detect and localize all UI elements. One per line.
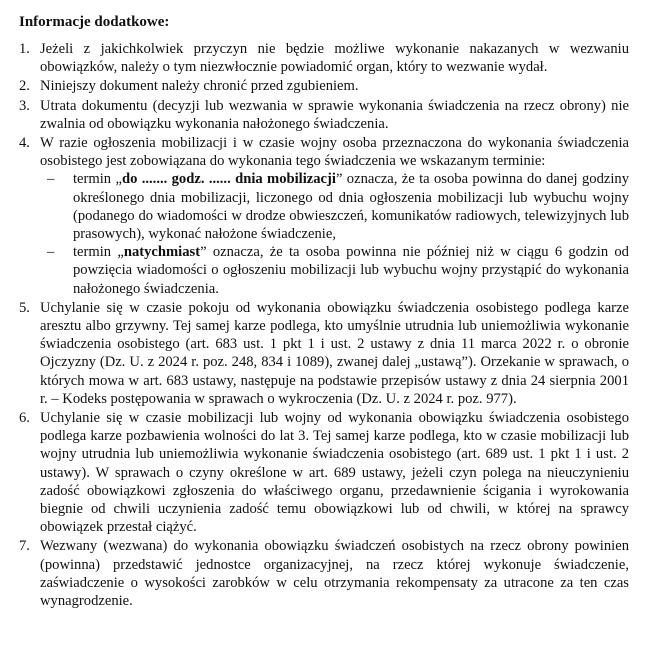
list-item-6 (19, 409, 629, 536)
sub-item-text (73, 170, 629, 243)
item-number: 1. (19, 41, 30, 57)
sub-item-prefix: termin „ (73, 244, 124, 261)
item-text: Jeżeli z jakichkolwiek przyczyn nie będzie możliwe wykonanie nakazanych w wezwaniu obowiązków, należy o tym niezwłocznie powiadomić organ, który to wezwanie wydał. (40, 41, 629, 76)
item-number: 5. (19, 299, 30, 316)
item-number: 6. (19, 410, 30, 427)
sub-item-immediately (47, 243, 629, 298)
item-number: 4. (19, 135, 30, 152)
dash-marker: – (47, 171, 55, 188)
item-text: Utrata dokumentu (decyzji lub wezwania w sprawie wykonania świadczenia na rzecz obrony) nie zwalnia od obowiązku wykonania nałożonego świadczenia. (40, 97, 629, 132)
info-list (19, 40, 629, 610)
sub-item-text (73, 243, 629, 298)
list-item-5 (19, 299, 629, 408)
item-text: Wezwany (wezwana) do wykonania obowiązku świadczeń osobistych na rzecz obrony powinien (powinna) przedstawić jednostce organizacyjnej, na rzecz której wykonuje świadczenie, zaświadczenie o wysokości zarobków w celu otrzymania rekompensaty za utracone za ten czas wynagrodzenie. (40, 538, 629, 610)
item-number: 3. (19, 97, 30, 114)
item-text: W razie ogłoszenia mobilizacji i w czasie wojny osoba przeznaczona do wykonania świadczenia osobistego jest zobowiązana do wykonania tego świadczenia we wskazanym terminie: (40, 135, 629, 170)
sub-item-term: natychmiast (123, 244, 201, 261)
sub-item-description: ” oznacza, że ta osoba powinna do danej godziny określonego dnia mobilizacji, liczonego od dnia ogłoszenia mobilizacji lub wybuchu wojny (podanego do wiadomości w drodze obwieszczeń, komunikatów radiowych, telewizyjnych lub prasowych), wykonać nałożone świadczenie, (73, 171, 629, 243)
list-item-1 (19, 40, 629, 76)
dash-marker: – (47, 244, 55, 261)
list-item-4 (19, 134, 629, 298)
item-body (40, 134, 629, 298)
list-item-7 (19, 537, 629, 610)
item-text: Uchylanie się w czasie mobilizacji lub wojny od wykonania obowiązku świadczenia osobistego podlega karze pozbawienia wolności do lat 3. Tej samej karze podlega, kto w czasie mobilizacji lub wojny utrudnia lub uniemożliwia wykonanie świadczenia osobistego (art. 689 ust. 1 pkt 1 i ust. 2 ustawy). W sprawach o czyny określone w art. 689 ustawy, jeżeli czyn polega na nieuczynieniu zadość obowiązkowi zgłoszenia do właściwego organu, przedawnienie ścigania i wyrokowania biegnie od chwili uczynienia zadość temu obowiązkowi lub od chwili, w której na sprawcy obowiązek przestał ciążyć. (40, 410, 629, 536)
section-heading: Informacje dodatkowe: (19, 14, 170, 30)
sub-item-description: ” oznacza, że ta osoba powinna nie później niż w ciągu 6 godzin od powzięcia wiadomości o ogłoszeniu mobilizacji lub wybuchu wojny przystąpić do wykonania nałożonego świadczenia. (73, 244, 629, 297)
item-text: Uchylanie się w czasie pokoju od wykonania obowiązku świadczenia osobistego podlega karze aresztu albo grzywny. Tej samej karze podlega, kto umyślnie utrudnia lub uniemożliwia wykonanie świadczenia osobistego (art. 683 ust. 1 pkt 1 i ust. 2 ustawy z dnia 11 marca 2022 r. o obronie Ojczyzny (Dz. U. z 2024 r. poz. 248, 834 i 1089), zwanej dalej „ustawą”). Orzekanie w sprawach, o których mowa w art. 683 ustawy, następuje na podstawie przepisów ustawy z dnia 24 sierpnia 2001 r. – Kodeks postępowania w sprawach o wykroczenia (Dz. U. z 2024 r. poz. 977). (40, 299, 629, 407)
sub-list (40, 170, 629, 297)
sub-item-deadline-hour (47, 170, 629, 243)
item-number: 7. (19, 538, 30, 555)
list-item-2 (19, 77, 629, 95)
item-text: Niniejszy dokument należy chronić przed zgubieniem. (40, 78, 359, 95)
list-item-3 (19, 97, 629, 133)
item-number: 2. (19, 78, 30, 95)
sub-item-term: do ....... godz. ...... dnia mobilizacji (121, 171, 336, 188)
sub-item-prefix: termin „ (73, 171, 122, 188)
